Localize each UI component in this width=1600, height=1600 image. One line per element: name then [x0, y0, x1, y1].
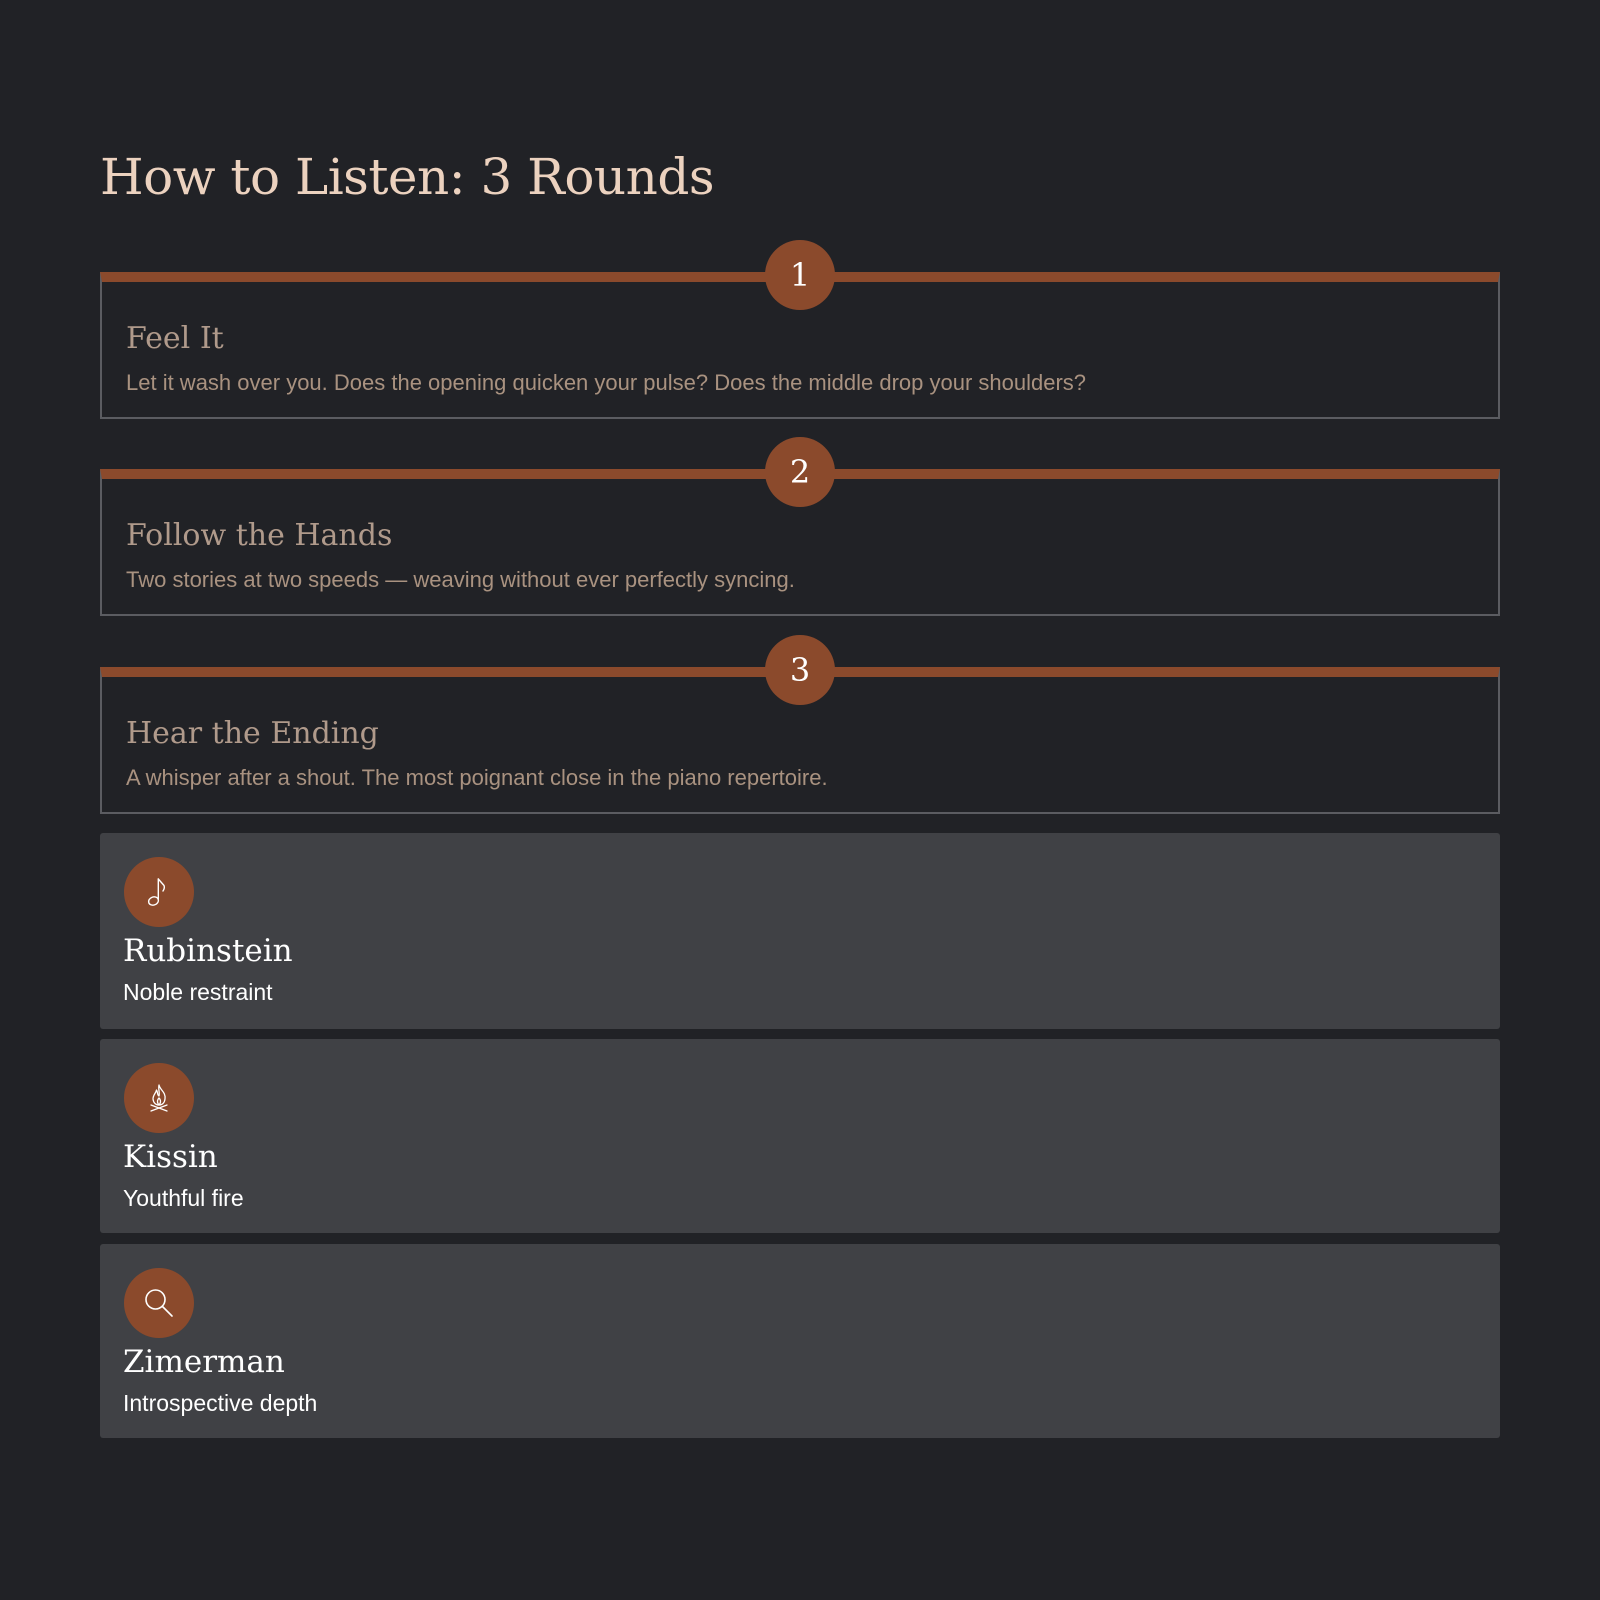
flame-icon — [124, 1063, 194, 1133]
music-note-icon — [124, 857, 194, 927]
round-1 — [100, 256, 1500, 419]
round-description: Let it wash over you. Does the opening quicken your pulse? Does the middle drop your shoulders? — [126, 370, 1087, 395]
pianist-name: Rubinstein — [123, 933, 293, 969]
round-title: Hear the Ending — [126, 716, 379, 751]
round-title: Feel It — [126, 321, 224, 356]
magnifier-icon — [124, 1268, 194, 1338]
round-2 — [100, 453, 1500, 616]
round-3 — [100, 651, 1500, 814]
round-title: Follow the Hands — [126, 518, 393, 553]
round-number-badge: 1 — [765, 240, 835, 310]
pianist-card-zimerman — [100, 1244, 1500, 1438]
page-title: How to Listen: 3 Rounds — [100, 148, 714, 206]
pianist-card-rubinstein — [100, 833, 1500, 1029]
pianist-description: Youthful fire — [123, 1185, 244, 1211]
round-description: Two stories at two speeds — weaving without ever perfectly syncing. — [126, 567, 795, 592]
pianist-description: Noble restraint — [123, 979, 273, 1005]
round-number-badge: 3 — [765, 635, 835, 705]
pianist-name: Zimerman — [123, 1344, 285, 1380]
round-description: A whisper after a shout. The most poignant close in the piano repertoire. — [126, 765, 828, 790]
pianist-description: Introspective depth — [123, 1390, 318, 1416]
pianist-card-kissin — [100, 1039, 1500, 1233]
pianist-name: Kissin — [123, 1139, 218, 1175]
round-number-badge: 2 — [765, 437, 835, 507]
